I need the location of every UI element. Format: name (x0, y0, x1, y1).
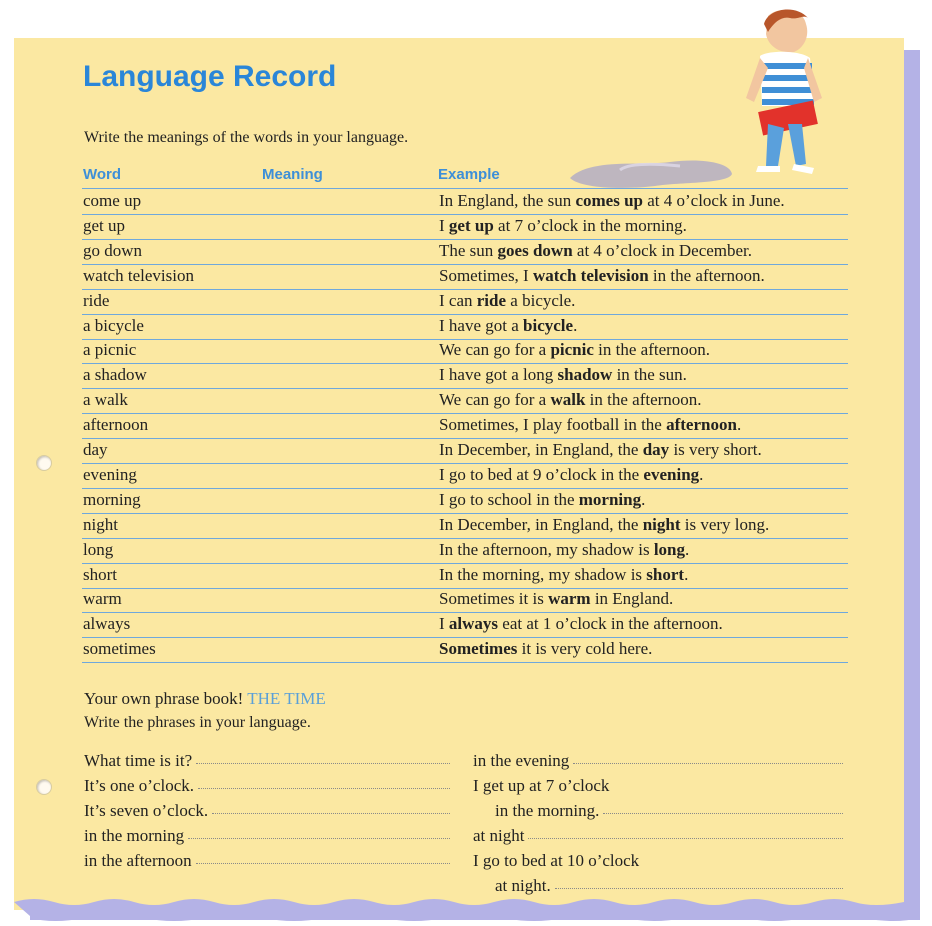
example-text: I (439, 614, 449, 634)
example-text: . (573, 315, 578, 335)
table-row (82, 214, 848, 240)
example-keyword: get up (448, 215, 494, 235)
phrase-text: I get up at 7 o’clock (473, 776, 610, 795)
phrase-text: in the morning. (495, 801, 600, 820)
row-example (439, 589, 673, 609)
table-row (82, 388, 848, 414)
table-row (82, 239, 848, 265)
example-text: . (685, 539, 690, 559)
boy-illustration (738, 6, 828, 178)
row-word: a walk (83, 390, 128, 410)
row-word: morning (83, 489, 141, 509)
phrase-item (84, 801, 450, 821)
row-word: watch television (83, 265, 194, 285)
instruction-text: Write the meanings of the words in your language. (84, 129, 409, 146)
example-text: I go to bed at 9 o’clock in the (439, 464, 644, 484)
row-word: short (83, 564, 117, 584)
row-example (439, 465, 703, 485)
row-word: warm (83, 589, 122, 609)
table-row (82, 637, 848, 663)
example-keyword: shadow (557, 365, 613, 385)
torn-paper-edge (14, 896, 920, 926)
phrase-item (473, 776, 609, 796)
phrase-text: in the evening (473, 751, 570, 770)
example-text: eat at 1 o’clock in the afternoon. (498, 614, 723, 634)
table-row (82, 612, 848, 638)
example-keyword: day (642, 440, 670, 459)
row-example (439, 639, 652, 659)
row-example (439, 191, 785, 211)
phrase-item (84, 826, 450, 846)
example-text: I have got a long (439, 365, 558, 385)
phrase-text: It’s seven o’clock. (84, 801, 209, 820)
row-example (439, 515, 769, 535)
row-word: get up (83, 215, 126, 235)
write-in-line[interactable] (196, 863, 450, 864)
example-keyword: walk (550, 390, 586, 410)
phrase-text: in the morning (84, 826, 185, 845)
phrase-item (495, 801, 843, 821)
phrase-item (84, 751, 450, 771)
row-example (439, 291, 575, 311)
row-word: a picnic (83, 340, 137, 360)
example-text: I can (439, 290, 477, 310)
example-keyword: morning (578, 489, 642, 509)
example-text: We can go for a (439, 340, 551, 360)
example-text: In the morning, my shadow is (439, 564, 647, 584)
row-word: come up (83, 191, 142, 210)
row-word: long (83, 539, 114, 559)
phrase-text: in the afternoon (84, 851, 192, 870)
write-in-line[interactable] (573, 763, 843, 764)
phrasebook-heading (84, 689, 326, 709)
row-word: a bicycle (83, 315, 144, 335)
example-text: . (684, 564, 689, 584)
table-row (82, 289, 848, 315)
table-row (82, 488, 848, 514)
example-text: I (439, 215, 449, 235)
example-keyword: long (653, 539, 686, 559)
row-word: ride (83, 290, 110, 310)
example-keyword: warm (548, 589, 591, 609)
row-example (439, 241, 752, 261)
row-example (439, 490, 645, 510)
table-row (82, 338, 848, 364)
row-example (439, 266, 765, 286)
example-text: in England. (590, 589, 674, 609)
example-keyword: goes down (497, 240, 573, 260)
row-word: go down (83, 240, 143, 260)
table-row (82, 314, 848, 340)
example-text: in the afternoon. (648, 265, 765, 285)
example-text: a bicycle. (506, 290, 576, 310)
write-in-line[interactable] (212, 813, 450, 814)
example-text: I have got a (439, 315, 524, 335)
row-example (439, 390, 702, 410)
example-keyword: short (646, 564, 685, 584)
example-text: . (736, 415, 742, 435)
row-example (439, 316, 577, 336)
example-text: Sometimes, I (439, 265, 533, 285)
page-title: Language Record (83, 60, 337, 93)
example-text: . (641, 489, 646, 509)
phrase-text: I go to bed at 10 o’clock (473, 851, 640, 870)
row-example (439, 415, 741, 435)
example-text: The sun (439, 240, 498, 260)
phrase-item (84, 851, 450, 871)
write-in-line[interactable] (603, 813, 843, 814)
row-example (439, 365, 687, 385)
phrasebook-title: Your own phrase book! (84, 689, 244, 708)
example-keyword: bicycle (523, 315, 574, 335)
example-text: . (699, 464, 704, 484)
phrase-text: at night. (495, 876, 551, 895)
example-text: Sometimes it is (439, 589, 549, 609)
example-keyword: evening (643, 464, 700, 484)
phrase-item (473, 751, 843, 771)
example-text: In England, the sun (439, 191, 576, 210)
example-text: it is very cold here. (517, 639, 653, 659)
row-word: always (83, 614, 131, 634)
table-row (82, 587, 848, 613)
column-header-meaning: Meaning (262, 166, 323, 183)
phrase-item (473, 826, 843, 846)
example-text: is very short. (669, 440, 762, 459)
phrase-item (84, 776, 450, 796)
binder-hole (36, 779, 52, 795)
example-text: in the sun. (612, 365, 687, 385)
example-text: I go to school in the (439, 489, 579, 509)
row-word: a shadow (83, 365, 147, 385)
write-in-line[interactable] (555, 888, 843, 889)
table-row (82, 189, 848, 215)
phrase-text: at night (473, 826, 525, 845)
phrasebook-topic: THE TIME (247, 689, 326, 708)
example-keyword: always (448, 614, 499, 634)
example-text: is very long. (680, 514, 770, 534)
phrase-item (473, 851, 639, 871)
phrase-text: What time is it? (84, 751, 193, 770)
row-word: night (83, 514, 118, 534)
phrasebook-instruction: Write the phrases in your language. (84, 714, 311, 731)
row-example (439, 216, 687, 236)
table-row (82, 538, 848, 564)
table-row (82, 264, 848, 290)
row-word: evening (83, 464, 137, 484)
column-header-example: Example (438, 166, 500, 183)
write-in-line[interactable] (528, 838, 843, 839)
example-text: in the afternoon. (585, 390, 702, 410)
example-text: In December, in England, the (439, 514, 643, 534)
row-example (439, 340, 710, 360)
example-keyword: comes up (575, 191, 643, 210)
row-example (439, 565, 688, 585)
phrase-item (495, 876, 843, 896)
example-keyword: afternoon (666, 415, 737, 435)
example-keyword: Sometimes (439, 639, 518, 659)
example-text: Sometimes, I play football in the (439, 415, 667, 435)
table-row (82, 463, 848, 489)
example-text: in the afternoon. (593, 340, 711, 360)
write-in-line[interactable] (198, 788, 450, 789)
example-text: In the afternoon, my shadow is (439, 539, 654, 559)
example-keyword: picnic (550, 340, 594, 360)
shadow-puddle-illustration (560, 148, 740, 190)
table-row (82, 513, 848, 539)
example-text: at 4 o’clock in June. (642, 191, 785, 210)
table-row (82, 438, 848, 464)
example-text: In December, in England, the (439, 440, 643, 459)
write-in-line[interactable] (196, 763, 450, 764)
example-keyword: ride (476, 290, 507, 310)
phrase-text: It’s one o’clock. (84, 776, 194, 795)
row-word: afternoon (83, 415, 149, 435)
example-text: at 4 o’clock in December. (572, 240, 753, 260)
row-example (439, 440, 762, 460)
row-example (439, 614, 723, 634)
example-keyword: night (642, 514, 681, 534)
row-example (439, 540, 689, 560)
row-word: sometimes (83, 639, 156, 659)
table-row (82, 413, 848, 439)
write-in-line[interactable] (188, 838, 450, 839)
example-text: We can go for a (439, 390, 551, 410)
table-row (82, 363, 848, 389)
row-word: day (83, 440, 108, 459)
example-keyword: watch television (532, 265, 649, 285)
column-header-word: Word (83, 166, 122, 183)
binder-hole (36, 455, 52, 471)
example-text: at 7 o’clock in the morning. (493, 215, 687, 235)
table-row (82, 563, 848, 589)
